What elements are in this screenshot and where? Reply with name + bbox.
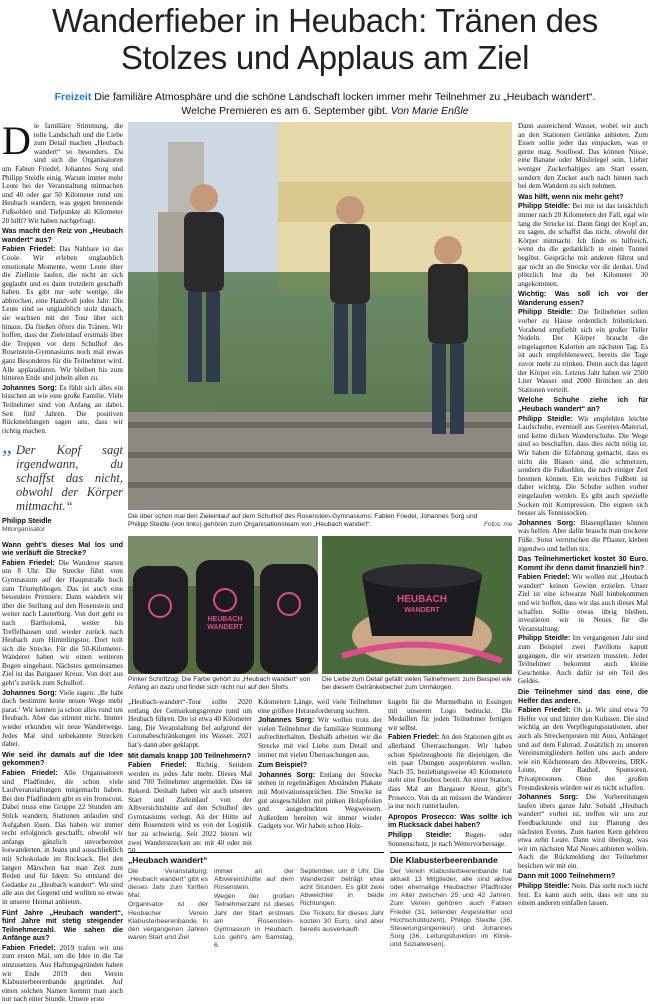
paragraph: kugeln für die Murmelbahn in Essingen mit unserem Logo bedruckt. Die Medaillen für jeden Teilnehmer fertigen wir selbst. (388, 698, 512, 732)
main-photo-svg (128, 122, 512, 510)
speaker: Philipp Steidle: (518, 881, 570, 891)
speaker: Fabien Friedel: (388, 732, 440, 742)
headline-line-1: Wanderfieber in Heubach: Tränen des (52, 2, 598, 39)
question: Die Teilnehmer sind das eine, die Helfer das andere. (518, 687, 648, 705)
quote-author: Philipp Steidle (2, 516, 52, 526)
column-3 (258, 698, 382, 848)
answer: Die Teilnehmer sollen vorher zu Hause ordentlich frühstücken. Vorabend empfiehlt sich ein großer Teller Nudeln. Der Körper braucht die eingelagerten Kalorien am nächsten Tag. Es ist auch empfehlenswert, bereits die Tage zuvor mehr zu trinken. Denn auch das lagert der Körper ein. Letztes Jahr haben wir 2500 Liter Wasser und 2000 Brötchen an den Stationen verteilt. (518, 308, 649, 394)
shirts-photo-caption (128, 676, 318, 692)
answer: Wir wollen mit „Heubach wandert“ keinen Gewinn erzielen. Unser Ziel ist eine schwarze Null hinbekommen und wir hoffen, dass wir das auch dieses Mal schaffen. Sollte etwas übrig bleiben, investieren wir in Neues für die Veranstaltung. (518, 573, 648, 633)
speaker: Johannes Sorg: (2, 382, 57, 392)
question: Wichtig: Was soll ich vor der Wanderung essen? (518, 289, 648, 307)
speaker: Fabien Friedel: (128, 760, 187, 770)
answer: Das Nahbare ist das Coole. Wir erleben unglaublich emotionale Momente, wenn Leute über die Ziellinie laufen, die nicht an sich geglaubt und es dann trotzdem geschafft haben. Es gibt nur sehr wenige, die abbrechen, eine Handvoll jedes Jahr. Die Leute sind so unglaublich stolz danach, sie wachsen mit der Tour über sich hinaus. Da fließen öfters die Tränen. Wir hoffen, dass der Zieleinlauf erstmals über die Treppen vor dem Schulhof des Rosenstein-Gymnasiums noch mal etwas ganz Besonderes für die Teilnehmer wird. Alle applaudieren. Wir bleiben bis zum bitteren Ende und jubeln allen zu. (2, 245, 123, 383)
quote-role: Mitorganisator (2, 525, 46, 533)
question: Zum Beispiel? (258, 760, 308, 770)
answer: Richtig. Seitdem werden es jedes Jahr mehr. Dieses Mal sind 700 Teilnehmer angemeldet. Das ist Rekord. Deshalb haben wir auch unseren Start und Zieleinlauf von der Albversichtshütte auf den Schulhof des Gymnasiums verlegt. An der Hütte auf dem Rosenstein wird es von der Logistik her zu schwierig. Seit 2022 bieten wir zwei Wanderstrecken an: mit 40 oder mit 50 (128, 761, 253, 856)
answer: Die Vorbereitungen laufen übers ganze Jahr. Sobald „Heubach wandert“ vorbei ist, treffen wir uns zur Feedbackrunde und zur Planung des nächsten Events. Zum harten Kern gehören etwa zehn Leute. Dann wird überlegt, was wir im nächsten Mal Neues anbieten wollen. Auch die Rückmeldung der Teilnehmer besichen wir mit ein. (518, 793, 648, 870)
paragraph: Dann ausreichend Wasser, wobei wir auch an den Stationen Getränke anbieten. Zum Essen sollte jeder das einpacken, was er gerne mag. Soulfood. Das können Nüsse, eine Banane oder Müsliriegel sein. Lieber weniger Zuckerhaltiges am Start essen, sondern den Zucker auch nach hinten nach bei dem Wandern zu sich nehmen. (518, 122, 648, 191)
speaker: Philipp Steidle: (518, 633, 571, 643)
speaker: Fabien Friedel: (518, 705, 571, 715)
info-box-heubach-wandert (128, 852, 384, 950)
answer: 2019 trafen wir uns zum ersten Mal, um die Idee in die Tat umzusetzen. Aus Haftungsgründen haben wir Ende 2019 den Verein Klabusterbeerenbande gegründet. Auf einen solchen Namen kommt man auch nur nach einer Stunde. Unsere erste (2, 943, 124, 1004)
info-text: Wegen der großen Teilnehmerzahl ist dieses Jahr der Start erstmals am Rosenstein-Gymnasium in Heubach. Los geht’s am Samstag, 6. (214, 893, 294, 950)
speaker: Philipp Steidle: (518, 307, 574, 317)
cup-logo-line-1: HEUBACH (397, 594, 447, 605)
pull-quote-text: Der Kopf sagt irgendwann, du schaffst das nicht, obwohl der Körper mitmacht.“ (16, 443, 123, 514)
quote-mark-icon: „ (2, 433, 12, 459)
question: Das Teilnehmerticket kostet 30 Euro. Kommt ihr denn damit finanziell hin? (518, 554, 648, 572)
speaker: Fabien Friedel: (2, 768, 58, 777)
info-box-klabusterbeerenbande (390, 852, 512, 949)
intro-line-1: Die familiäre Atmosphäre und die schöne Landschaft locken immer mehr Teilnehmer zu „Heubach wandert“. (94, 91, 596, 103)
question: Dann mit 1000 Teilnehmern? (518, 871, 616, 881)
question: Apropos Prosecco: Was sollte ich im Rucksack dabei haben? (388, 811, 512, 830)
cup-photo-caption (322, 676, 512, 692)
question: Fünf Jahre „Heubach wandert“, fünf Jahre mit stetig steigender Teilnehmerzahl. Wie sahen die Anfänge aus? (2, 907, 123, 943)
author: Von Marie Enßle (390, 105, 469, 117)
answer: Blasenpflaster können was helfen. Aber dafür braucht man trockene Füße. Sonst verrutschen die Pflaster, kleben irgendwo und helfen nix. (518, 518, 648, 553)
cup-logo-line-2: WANDERT (404, 607, 440, 614)
answer: Entlang der Strecke stehen in regelmäßigen Abständen Plakate mit Motivationssprüchen. Die Strecke ist gut ausgeschildert mit pinken Holzpfeilen und ausgedruckten Wegweisern. Außerdem bereiten wir immer wieder Gadgets vor. Wir haben schon Holz- (258, 770, 382, 831)
answer: Viele sagen: ‚Ihr habt doch bestimmt keine neuen Wege mehr parat.‘ Wir kennen ja schon alles rund um Heubach. Aber das stimmt nicht. Immer wieder erkunden wir neue Wanderwege. Jedes Mal sind unbekannte Strecken dabei. (2, 688, 123, 749)
cup-photo-caption-text: Die Liebe zum Detail gefällt vielen Teilnehmern: zum Beispiel wie bei diesem Getränkebecher zum Umhängen. (322, 676, 512, 691)
column-5 (518, 122, 648, 940)
speaker: Fabien Friedel: (2, 244, 56, 254)
question: Wie seid ihr damals auf die Idee gekommen? (2, 749, 123, 768)
kicker: Freizeit (54, 91, 92, 103)
speaker: Johannes Sorg: (258, 769, 316, 779)
intro (40, 90, 610, 118)
main-photo-caption-text: Die über schon mal den Zieleinlauf auf dem Schulhof des Rosenstein-Gymnasiums: Fabien Friedel, Johannes Sorg und Philipp Steidle (von links) gehören zum Organisationsteam von „Heubach wandert“. (128, 513, 478, 528)
paragraph: Kilometern Länge, weil viele Teilnehmer eine größere Herausforderung suchten. (258, 698, 382, 715)
answer: Oh ja. Wir sind etwa 70 Helfer vor und hinter den Kulissen. Die sind wichtig an den Verpflegungsstationen, aber auch als Streckenposten mit Auto, Anhänger und auf dem Fahrrad. Zusätzlich zu unseren Vereinsmitgliedern helfen uns auch andere wie ein Küchenteam des Albvereins, DRK-Leute, der Bauhof, Sponsoren, Privatpersonen. Ohne den großen Freundeskreis würden wir es nicht schaffen. (518, 706, 649, 792)
headline (0, 2, 650, 76)
speaker: Johannes Sorg: (518, 517, 576, 527)
lead-paragraph: ie familiäre Stimmung, die tolle Landschaft und die Liebe zum Detail machen „Heubach wandert“ so besonders. Da sind sich die Organisatoren um Fabien Friedel, Johannes Sorg und Philipp Steidle einig. Warum immer mehr Leute bei der Veranstaltung mitmachen und 40 oder gar 50 Kilometer rund um Heubach wandern, was gegen brennende Fußsohlen und Tiefpunkte ab Kilometer 20 hilft? Wir haben nachgefragt. (2, 122, 123, 225)
shirts-photo-caption-text: Pinker Schriftzug: Die Farbe gehört zu „Heubach wandert“ von Anfang an dazu und findet sich nicht nur auf den Shirts. (128, 676, 311, 691)
cup-logo-text (382, 594, 462, 616)
question: Mit damals knapp 100 Teilnehmern? (128, 750, 251, 760)
info-box-col (300, 868, 384, 952)
paragraph: „Heubach-wandert“-Tour sollte 2020 entlang der Gemarkungsgrenze rund um Heubach führen. Die ist etwa 40 Kilometer lang. Die Veranstaltung fiel aufgrund der Coronabeschränkungen ins Wasser. 2021 hat’s dann aber geklappt. (128, 698, 252, 749)
pull-quote (2, 433, 123, 514)
info-box-col (128, 868, 208, 952)
dropcap: D (2, 118, 31, 163)
speaker: Johannes Sorg: (258, 715, 315, 725)
answer: Regen- oder Sonnenschutz, je nach Wettervorhersage. (388, 830, 513, 848)
column-1 (2, 118, 124, 1004)
column-2 (128, 698, 253, 856)
photo-credit: Fotos: me (484, 521, 513, 528)
answer: Im vergangenen Jahr sind zum Beispiel zwei Pavillons kaputt gegangen, die wir ersetzen mussten. Jeder Teilnehmer bekommt auch kleine Geschenke. Auch dafür ist ein Teil des Geldes. (518, 634, 649, 686)
speaker: Philipp Steidle: (518, 201, 571, 211)
shirts-photo-svg (128, 536, 318, 674)
info-text: Die Veranstaltung: „Heubach wandert“ gibt es dieses Jahr zum fünften Mal. (128, 867, 208, 900)
speaker: Philipp Steidle: (518, 413, 574, 423)
intro-line-2: Welche Premieren es am 6. September gibt. (181, 105, 388, 117)
shirts-photo (128, 536, 318, 674)
speaker: Johannes Sorg: (2, 687, 57, 697)
answer: Wir empfehlen leichte Laufschuhe, eventuell aus Goretex-Material, und keine dicken Wanderschuhe. Die Wege sind so beschaffen, dass dies nicht nötig ist. Wir haben die Erfahrung gemacht, dass es nicht die Blasen sind, die schmerzen, sondern die Fußsohlen, die nach einiger Zeit brennen können. Ein weiches Fußbett ist daher wichtig. Die Schuhe sollten vorher eingelaufen werden. Es gibt auch spezielle Socken mit Kompression. Die eignen sich besser als Tennissocken. (518, 414, 648, 518)
main-photo (128, 122, 512, 510)
speaker: Philipp Steidle: (388, 829, 452, 839)
answer: An den Stationen gibt es allerhand Überraschungen. Wir haben schon Spielzeugboote für diejenigen, die ein paar Übungen ausprobieren wollen. Nach 35, beziehungsweise 45 Kilometern steht eine Fotobox bereit. An einer Station, dass Mal am Bargauer Kreuz, gibt’s Prosecco. Von da an müssen die Wanderer ja nur noch runterlaufen. (388, 733, 513, 811)
question: Wann geht’s dieses Mal los und wie verläuft die Strecke? (2, 539, 123, 558)
headline-line-2: Stolzes und Applaus am Ziel (120, 39, 530, 76)
info-box-col (214, 868, 294, 952)
info-text: Organisator ist der Heubacher Verein Klabusterbeerenbande. In den vergangenen Jahren waren Start und Ziel (128, 901, 208, 942)
info-text: Der Verein Klabusterbeerenbande hat aktuell 13 Mitglieder, alle sind aktive oder ehemalige Heubacher Pfadfinder im Alter zwischen 25 und 42 Jahren. Zum Verein gehören auch Fabien Friedel (31, leitender Angestellter und Hochschuldozent), Philipp Steidle (36, Steuerungsingenieur) und Johannes Sorg (36, Leitungsfunktion im Klinik- und Sozialwesen). (390, 867, 512, 949)
main-photo-caption (128, 513, 488, 529)
column-4 (388, 698, 512, 848)
answer: Nein. Das steht noch nicht fest. Es kann auch sein, dass wir uns zu einem anderen einfallen lassen. (518, 882, 648, 908)
answer: Alle Organisatoren sind Pfadfinder, die schon viele Laufveranstaltungen mitgemacht haben. Bei den Pfadfindern gibt es ein Ironscout. Dabei muss eine Gruppe 22 Stunden am Stück wandern, Stationen anlaufen und Aufgaben lösen. Das haben wir immer recht erfolgreich geschafft, obwohl wir anfangs gänzlich unvorbereitet loswanderten, in Jeans und ausschließlich mit Schokolade im Rucksack. Bei den langen Märschen hat man Zeit zum Reden und für Ideen: So entstand der Gedanke zu „Heubach wandert“. Wir sind alle aus der Gegend und wollten so etwas in unserer Heimat anbieten. (2, 769, 123, 906)
speaker: Fabien Friedel: (2, 942, 56, 952)
answer: Wir wollen trotz der vielen Teilnehmer die familiäre Stimmung aufrechterhalten. Deshalb arbeiten wir die Strecke mit viel Liebe zum Detail und immer mit vielen Überraschungen aus. (258, 716, 382, 759)
question: Was macht den Reiz von „Heubach wandert“ aus? (2, 226, 123, 244)
answer: Die Wanderer starten um 8 Uhr. Die Strecke führt vom Gymnasium auf der Hauptstraße hoch zum Triumphbogen. Das ist auch eine besondere Premiere. Dann wandern wir über die Stellung auf den Rosenstein und weiter nach Lauterburg. Von dort geht es nach Bartholomä, weiter bis Treffelhausen und wieder zurück nach Heubach zum Himmlingstor. Dort teilt sich die Strecke. Für die 50-Kilometer-Wanderer haben wir einen weiteren Bogen eingebaut. Nächstes gemeinsames Ziel ist das Bargauer Kreuz. Von dort aus geht’s zurück zum Schulhof. (2, 558, 123, 688)
question: Was hilft, wenn nix mehr geht? (518, 191, 624, 201)
info-text: Die Tickets für dieses Jahr kosten 30 Euro, sind aber bereits ausverkauft. (300, 909, 384, 934)
shirt-logo-line-1: HEUBACH (207, 616, 243, 623)
answer: Bei mir ist das tatsächlich immer nach 20 Kilometern der Fall, egal wie lang die Strecke ist. Dann fängt der Kopf an, zu sagen, du schaffst das nicht, obwohl der Körper mitmacht. Ich finde es hilfreich, wenn du die gedanklich in einen Tunnel begibst. Gespräche mit anderen führst und gar nicht an die Strecke vor dir denkst. Und plötzlich bist du bei Kilometer 30 angekommen. (518, 202, 648, 288)
info-box-title: „Heubach wandert“ (128, 852, 384, 865)
info-text: immer an der Albvereinshütte auf dem Rosenstein. (214, 867, 294, 891)
shirt-logo-text (202, 616, 248, 632)
cup-photo (322, 536, 512, 674)
speaker: Fabien Friedel: (518, 572, 570, 582)
shirt-logo-line-2: WANDERT (207, 624, 243, 631)
speaker: Fabien Friedel: (2, 557, 55, 567)
answer: Es fühlt sich alles ein bisschen an wie eine große Familie. Viele Teilnehmer sind von Anfang an dabei. Seit fünf Jahren. Die positiven Rückmeldungen sagen uns, dass wir richtig machen. (2, 383, 124, 435)
speaker: Johannes Sorg: (518, 792, 579, 802)
question: Welche Schuhe ziehe ich für „Heubach wandert“ an? (518, 395, 648, 413)
info-text: September, um 8 Uhr. Die Wanderzeit beträgt etwa acht Stunden. Es gibt zwei Abweichler in beide Richtungen. (300, 867, 384, 908)
info-box-title: Die Klabusterbeerenbande (390, 852, 512, 865)
